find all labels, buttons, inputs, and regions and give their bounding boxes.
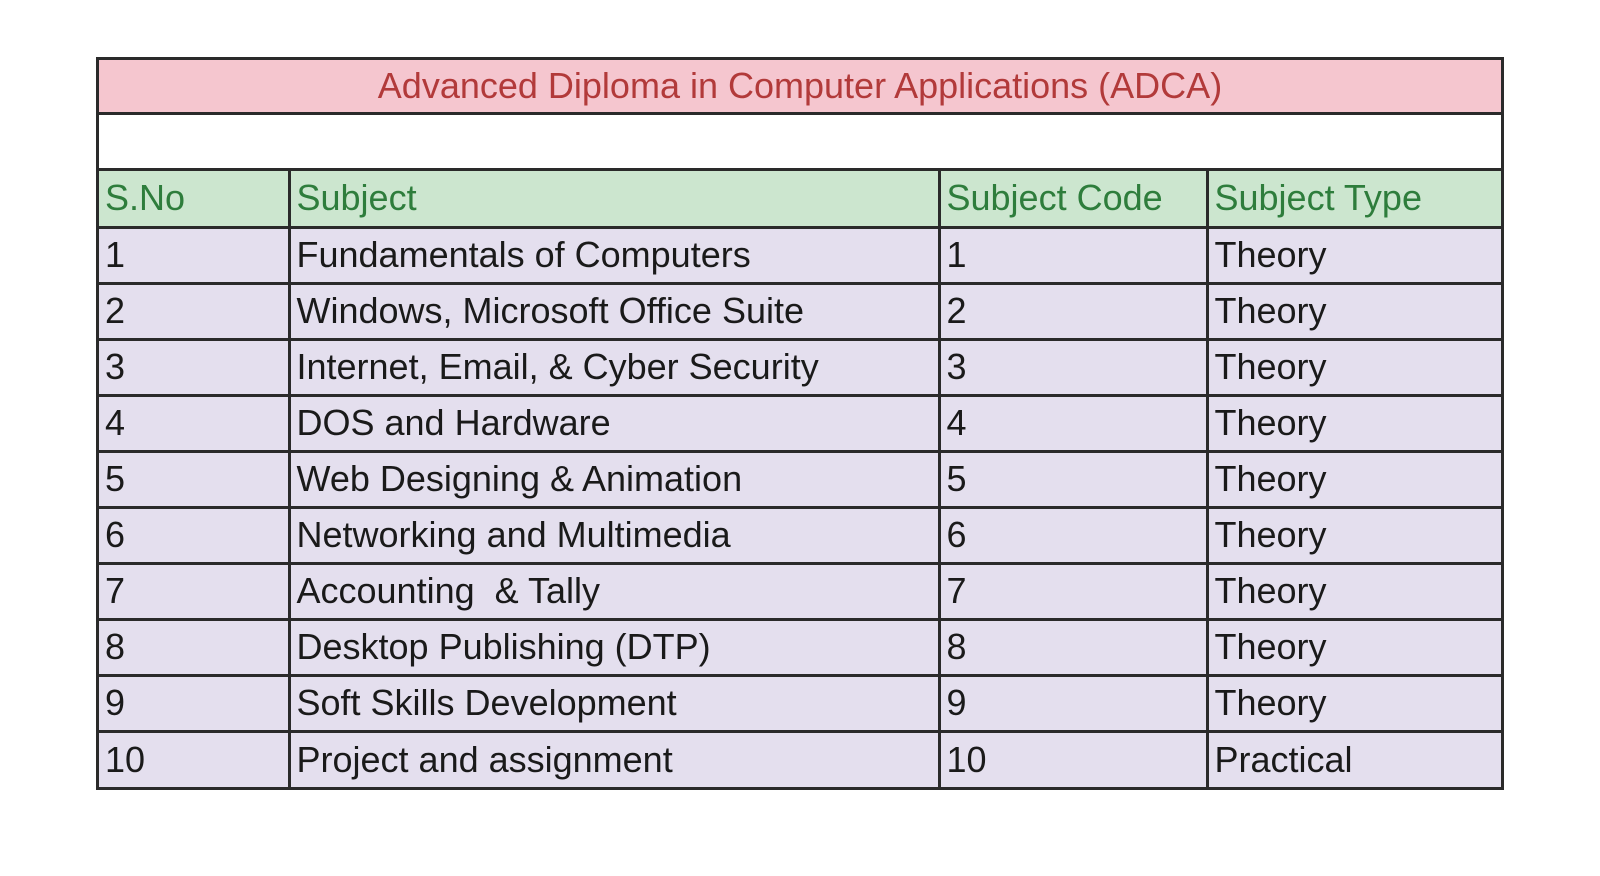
cell-subject: Project and assignment xyxy=(289,731,939,787)
cell-sno: 9 xyxy=(99,675,289,731)
cell-subject-code: 5 xyxy=(939,451,1207,507)
table-row xyxy=(99,395,1501,451)
cell-subject: Web Designing & Animation xyxy=(289,451,939,507)
cell-subject-type: Theory xyxy=(1207,339,1501,395)
cell-subject-code: 4 xyxy=(939,395,1207,451)
cell-sno: 1 xyxy=(99,227,289,283)
cell-subject-code: 10 xyxy=(939,731,1207,787)
cell-subject: Windows, Microsoft Office Suite xyxy=(289,283,939,339)
cell-subject: Fundamentals of Computers xyxy=(289,227,939,283)
table-row xyxy=(99,731,1501,787)
table-row xyxy=(99,227,1501,283)
cell-subject: Accounting & Tally xyxy=(289,563,939,619)
cell-sno: 6 xyxy=(99,507,289,563)
header-sno: S.No xyxy=(99,171,289,227)
cell-subject-code: 2 xyxy=(939,283,1207,339)
cell-subject-code: 9 xyxy=(939,675,1207,731)
cell-sno: 10 xyxy=(99,731,289,787)
table-row xyxy=(99,451,1501,507)
cell-subject-type: Theory xyxy=(1207,395,1501,451)
cell-subject-type: Theory xyxy=(1207,619,1501,675)
cell-subject: Soft Skills Development xyxy=(289,675,939,731)
header-subject: Subject xyxy=(289,171,939,227)
table-row xyxy=(99,675,1501,731)
header-subject-code: Subject Code xyxy=(939,171,1207,227)
cell-subject-type: Theory xyxy=(1207,227,1501,283)
table-title: Advanced Diploma in Computer Applications (ADCA) xyxy=(99,60,1501,115)
cell-subject-type: Theory xyxy=(1207,451,1501,507)
table-row xyxy=(99,563,1501,619)
cell-subject-code: 1 xyxy=(939,227,1207,283)
cell-subject-code: 7 xyxy=(939,563,1207,619)
header-subject-type: Subject Type xyxy=(1207,171,1501,227)
cell-subject-code: 8 xyxy=(939,619,1207,675)
cell-subject-code: 6 xyxy=(939,507,1207,563)
cell-subject-type: Practical xyxy=(1207,731,1501,787)
blank-spacer-row xyxy=(99,115,1501,171)
cell-subject: Networking and Multimedia xyxy=(289,507,939,563)
cell-subject: Internet, Email, & Cyber Security xyxy=(289,339,939,395)
cell-subject-type: Theory xyxy=(1207,675,1501,731)
table-row xyxy=(99,619,1501,675)
table-row xyxy=(99,283,1501,339)
table-row xyxy=(99,507,1501,563)
cell-sno: 3 xyxy=(99,339,289,395)
course-table-sheet xyxy=(96,57,1504,790)
cell-subject: DOS and Hardware xyxy=(289,395,939,451)
cell-subject-code: 3 xyxy=(939,339,1207,395)
cell-sno: 5 xyxy=(99,451,289,507)
cell-sno: 7 xyxy=(99,563,289,619)
table-row xyxy=(99,339,1501,395)
cell-subject-type: Theory xyxy=(1207,507,1501,563)
cell-subject: Desktop Publishing (DTP) xyxy=(289,619,939,675)
cell-subject-type: Theory xyxy=(1207,563,1501,619)
cell-sno: 8 xyxy=(99,619,289,675)
subjects-table xyxy=(99,171,1501,787)
header-row xyxy=(99,171,1501,227)
cell-subject-type: Theory xyxy=(1207,283,1501,339)
cell-sno: 2 xyxy=(99,283,289,339)
cell-sno: 4 xyxy=(99,395,289,451)
